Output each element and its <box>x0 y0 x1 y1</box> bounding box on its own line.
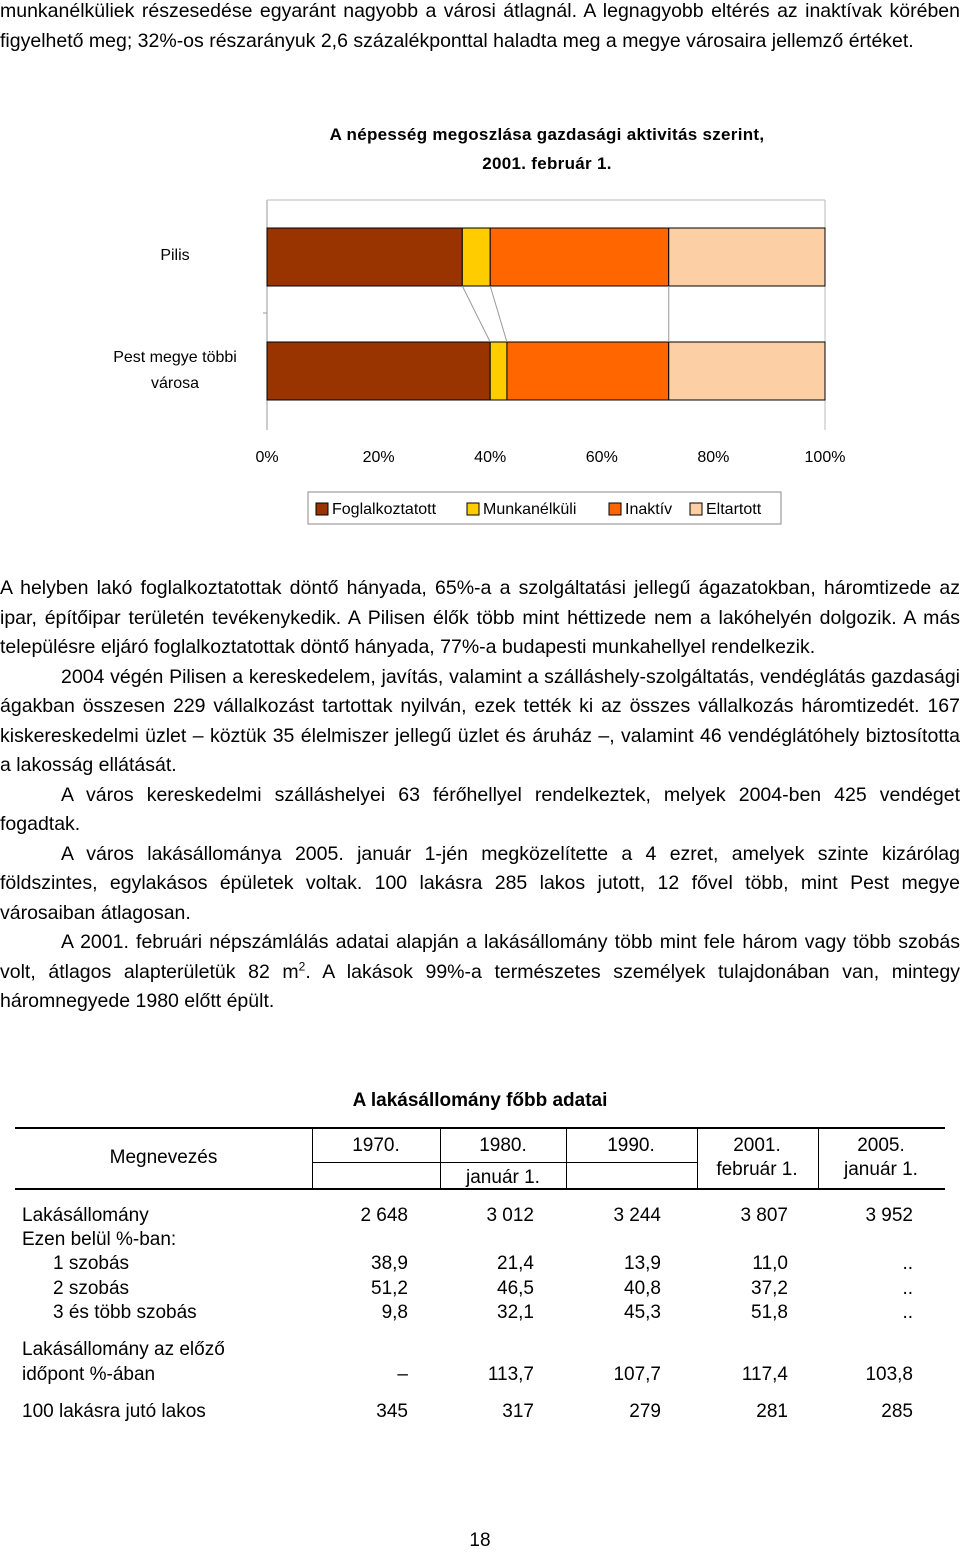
table-cell: 281 <box>756 1401 788 1422</box>
table-cell: 32,1 <box>497 1302 534 1323</box>
row-label: Lakásállomány az előző <box>22 1339 225 1360</box>
bar-segment <box>267 342 490 400</box>
x-tick-label: 80% <box>697 449 730 466</box>
table-cell: 285 <box>881 1401 913 1422</box>
table-rule <box>15 1188 945 1190</box>
table-cell: 9,8 <box>381 1302 408 1323</box>
table-column-divider <box>697 1128 698 1188</box>
body-paragraph: A város lakásállománya 2005. január 1-jén megközelítette a 4 ezret, amelyek szinte kizárólag földszintes, egylakásos épületek voltak. 100 lakásra 285 lakos jutott, 12 fővel több, mint Pest megye városaiban átlagosan. <box>0 842 960 924</box>
row-label: 1 szobás <box>53 1253 130 1274</box>
x-tick-label: 20% <box>362 449 395 466</box>
row-label: Lakásállomány <box>22 1205 149 1226</box>
body-paragraph <box>0 928 960 1017</box>
table-column-divider <box>566 1128 567 1188</box>
column-year: 2005. <box>857 1135 905 1156</box>
body-paragraph: 2004 végén Pilisen a kereskedelem, javítás, valamint a szálláshely-szolgáltatás, vendéglátás gazdasági ágakban összesen 229 vállalkozást tartottak nyilván, ezek tették ki az összes vállalkozás háromtizedét. 167 kiskereskedelmi üzlet – köztük 35 élelmiszer jellegű üzlet és áruház –, valamint 46 vendéglátóhely biztosította a lakosság ellátását. <box>0 665 960 776</box>
table-cell: 45,3 <box>624 1302 661 1323</box>
table-rule <box>15 1127 945 1129</box>
legend-swatch <box>467 503 479 515</box>
table-column-divider <box>818 1128 819 1188</box>
table-rule <box>312 1162 697 1163</box>
table-column-divider <box>440 1128 441 1188</box>
table-cell: 103,8 <box>865 1364 913 1385</box>
bar-segment <box>669 342 825 400</box>
table-cell: 279 <box>629 1401 661 1422</box>
body-paragraph: A város kereskedelmi szálláshelyei 63 férőhellyel rendelkeztek, melyek 2004-ben 425 vendéget fogadtak. <box>0 783 960 835</box>
table-cell: .. <box>902 1302 913 1323</box>
bar-segment <box>490 228 669 286</box>
table-cell: 317 <box>502 1401 534 1422</box>
legend-label: Inaktív <box>625 501 673 518</box>
column-date: január 1. <box>844 1159 918 1180</box>
column-year: 1990. <box>607 1135 655 1156</box>
chart-title-line-2: 2001. február 1. <box>482 154 612 173</box>
bar-segment <box>462 228 490 286</box>
table-title: A lakásállomány főbb adatai <box>352 1090 608 1111</box>
table-cell: 11,0 <box>752 1253 788 1274</box>
column-year: 2001. <box>733 1135 781 1156</box>
table-cell: 107,7 <box>613 1364 661 1385</box>
table-cell: 13,9 <box>624 1253 661 1274</box>
table-cell: 51,8 <box>751 1302 788 1323</box>
row-label: időpont %-ában <box>22 1364 156 1385</box>
legend-label: Eltartott <box>706 501 762 518</box>
body-text-span: A 2001. februári népszámlálás adatai alapján a lakásállomány több mint fele három vagy több szobás volt, átlagos alapterületük 82 m <box>0 931 960 983</box>
table-cell: – <box>397 1364 408 1385</box>
table-cell: 3 952 <box>865 1205 913 1226</box>
column-date: január 1. <box>466 1167 540 1188</box>
table-cell: 40,8 <box>624 1278 661 1299</box>
series-line <box>462 286 490 342</box>
series-line <box>490 286 507 342</box>
table-cell: 345 <box>376 1401 408 1422</box>
intro-paragraph: munkanélküliek részesedése egyaránt nagyobb a városi átlagnál. A legnagyobb eltérés az inaktívak körében figyelhető meg; 32%-os részarányuk 2,6 százalékponttal haladta meg a megye városaira jellemző értéket. <box>0 0 960 52</box>
table-cell: .. <box>902 1278 913 1299</box>
row-label: 100 lakásra jutó lakos <box>22 1401 206 1422</box>
table-cell: 38,9 <box>371 1253 408 1274</box>
table-cell: 113,7 <box>487 1364 534 1385</box>
table-cell: .. <box>902 1253 913 1274</box>
body-paragraph: A helyben lakó foglalkoztatottak döntő hányada, 65%-a a szolgáltatási jellegű ágazatokban, háromtizede az ipar, építőipar területén tevékenykedik. A Pilisen élők több mint héttizede nem a lakóhelyén dolgozik. A más településre eljáró foglalkoztatottak döntő hányada, 77%-a budapesti munkahellyel rendelkezik. <box>0 577 960 658</box>
table-cell: 21,4 <box>497 1253 534 1274</box>
legend-swatch <box>609 503 621 515</box>
table-column-divider <box>312 1128 313 1188</box>
bar-segment <box>267 228 462 286</box>
body-text <box>0 574 960 1017</box>
bar-segment <box>507 342 669 400</box>
category-label: Pest megye többi <box>113 349 237 366</box>
column-year: 1970. <box>352 1135 400 1156</box>
table-cell: 2 648 <box>360 1205 408 1226</box>
row-label: 3 és több szobás <box>53 1302 197 1323</box>
page-number: 18 <box>469 1530 491 1551</box>
table-cell: 37,2 <box>751 1278 788 1299</box>
column-year: 1980. <box>479 1135 527 1156</box>
table-cell: 117,4 <box>741 1364 788 1385</box>
category-label: városa <box>150 375 200 392</box>
table-cell: 3 012 <box>486 1205 534 1226</box>
row-label: Ezen belül %-ban: <box>22 1229 177 1250</box>
legend-label: Foglalkoztatott <box>332 501 437 518</box>
legend-swatch <box>690 503 702 515</box>
table-cell: 3 807 <box>740 1205 788 1226</box>
bar-segment <box>490 342 507 400</box>
table-cell: 46,5 <box>497 1278 534 1299</box>
activity-bar-chart <box>0 190 960 540</box>
superscript: 2 <box>298 959 306 973</box>
table-cell: 51,2 <box>371 1278 408 1299</box>
legend-swatch <box>316 503 328 515</box>
row-label: 2 szobás <box>53 1278 130 1299</box>
legend-label: Munkanélküli <box>483 501 577 518</box>
body-text-span: . A lakások 99%-a természetes személyek tulajdonában van, mintegy háromnegyede 1980 előtt épült. <box>0 960 960 1012</box>
category-label: Pilis <box>160 247 190 264</box>
table-cell: 3 244 <box>613 1205 661 1226</box>
chart-title-line-1: A népesség megoszlása gazdasági aktivitás szerint, <box>329 125 765 144</box>
bar-segment <box>669 228 825 286</box>
column-date: február 1. <box>716 1159 798 1180</box>
x-tick-label: 0% <box>255 449 279 466</box>
x-tick-label: 60% <box>585 449 618 466</box>
x-tick-label: 40% <box>474 449 507 466</box>
chart-title <box>0 120 960 178</box>
header-label: Megnevezés <box>109 1147 218 1168</box>
x-tick-label: 100% <box>804 449 846 466</box>
